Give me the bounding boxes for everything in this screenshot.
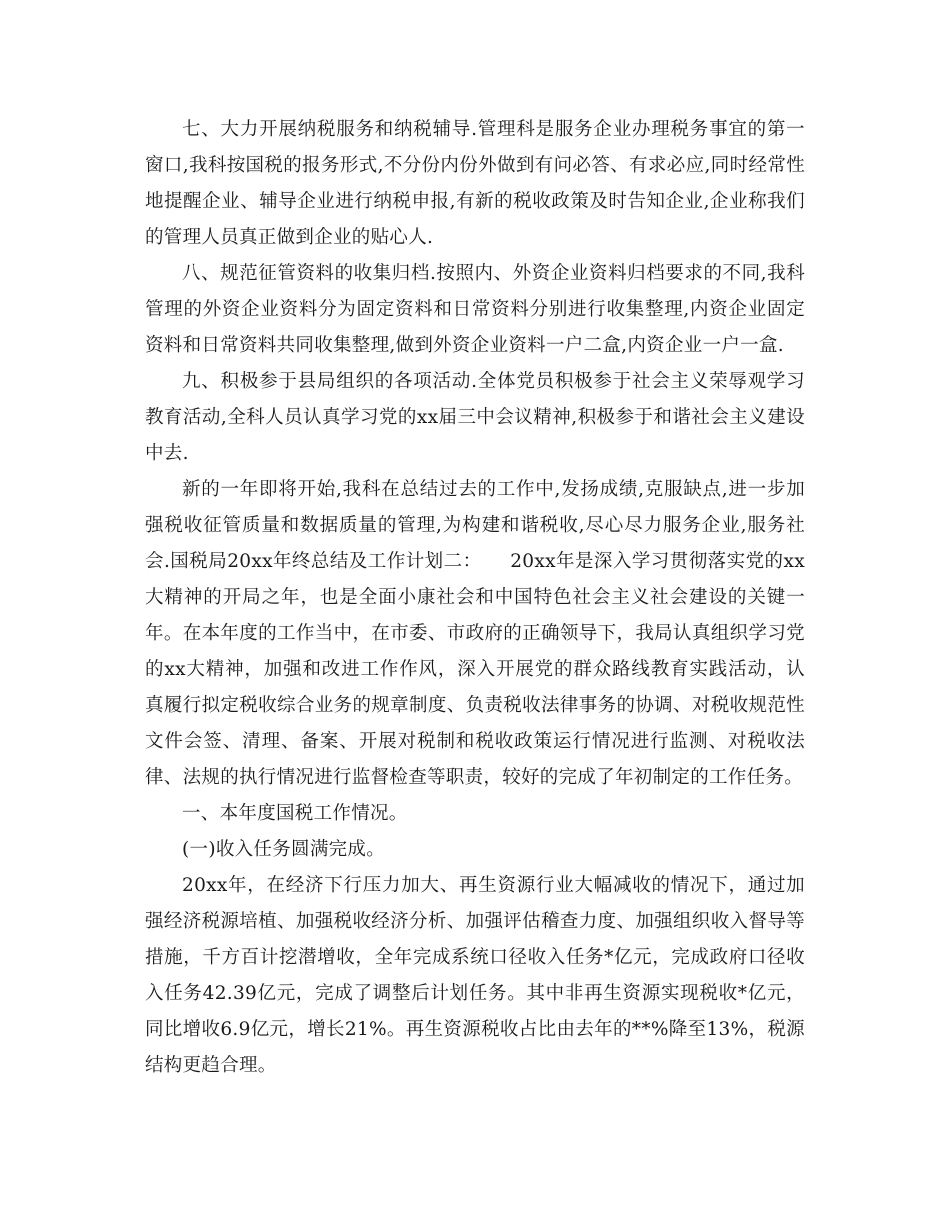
paragraph-7-tax-service: 七、大力开展纳税服务和纳税辅导.管理科是服务企业办理税务事宜的第一窗口,我科按国税的报务形式,不分份内份外做到有问必答、有求必应,同时经常性地提醒企业、辅导企业进行纳税申报,有新的税收政策及时告知企业,企业称我们的管理人员真正做到企业的贴心人. bbox=[145, 119, 805, 248]
section-heading-1: 一、本年度国税工作情况。 bbox=[182, 803, 408, 824]
paragraph-revenue: 20xx年，在经济下行压力加大、再生资源行业大幅减收的情况下，通过加强经济税源培植、加强税收经济分析、加强评估稽查力度、加强组织收入督导等措施，千方百计挖潜增收，全年完成系统口径收入任务*亿元，完成政府口径收入任务42.39亿元，完成了调整后计划任务。其中非再生资源实现税收*亿元，同比增收6.9亿元，增长21%。再生资源税收占比由去年的**%降至13%，税源结构更趋合理。 bbox=[145, 875, 805, 1076]
paragraph-9-activities: 九、积极参于县局组织的各项活动.全体党员积极参于社会主义荣辱观学习教育活动,全科人员认真学习党的xx届三中会议精神,积极参于和谐社会主义建设中去. bbox=[145, 371, 805, 464]
document-body bbox=[145, 112, 805, 1084]
subsection-heading-1: (一)收入任务圆满完成。 bbox=[182, 839, 386, 860]
paragraph-new-year-summary: 新的一年即将开始,我科在总结过去的工作中,发扬成绩,克服缺点,进一步加强税收征管质量和数据质量的管理,为构建和谐税收,尽心尽力服务企业,服务社会.国税局20xx年终总结及工作计划二： 20xx年是深入学习贯彻落实党的xx大精神的开局之年，也是全面小康社会和中国特色社会主义社会建设的关键一年。在本年度的工作当中，在市委、市政府的正确领导下，我局认真组织学习党的xx大精神，加强和改进工作作风，深入开展党的群众路线教育实践活动，认真履行拟定税收综合业务的规章制度、负责税收法律事务的协调、对税收规范性文件会签、清理、备案、开展对税制和税收政策运行情况进行监测、对税收法律、法规的执行情况进行监督检查等职责，较好的完成了年初制定的工作任务。 bbox=[145, 479, 805, 788]
paragraph-8-archive: 八、规范征管资料的收集归档.按照内、外资企业资料归档要求的不同,我科管理的外资企业资料分为固定资料和日常资料分别进行收集整理,内资企业固定资料和日常资料共同收集整理,做到外资企业资料一户二盒,内资企业一户一盒. bbox=[145, 263, 805, 356]
